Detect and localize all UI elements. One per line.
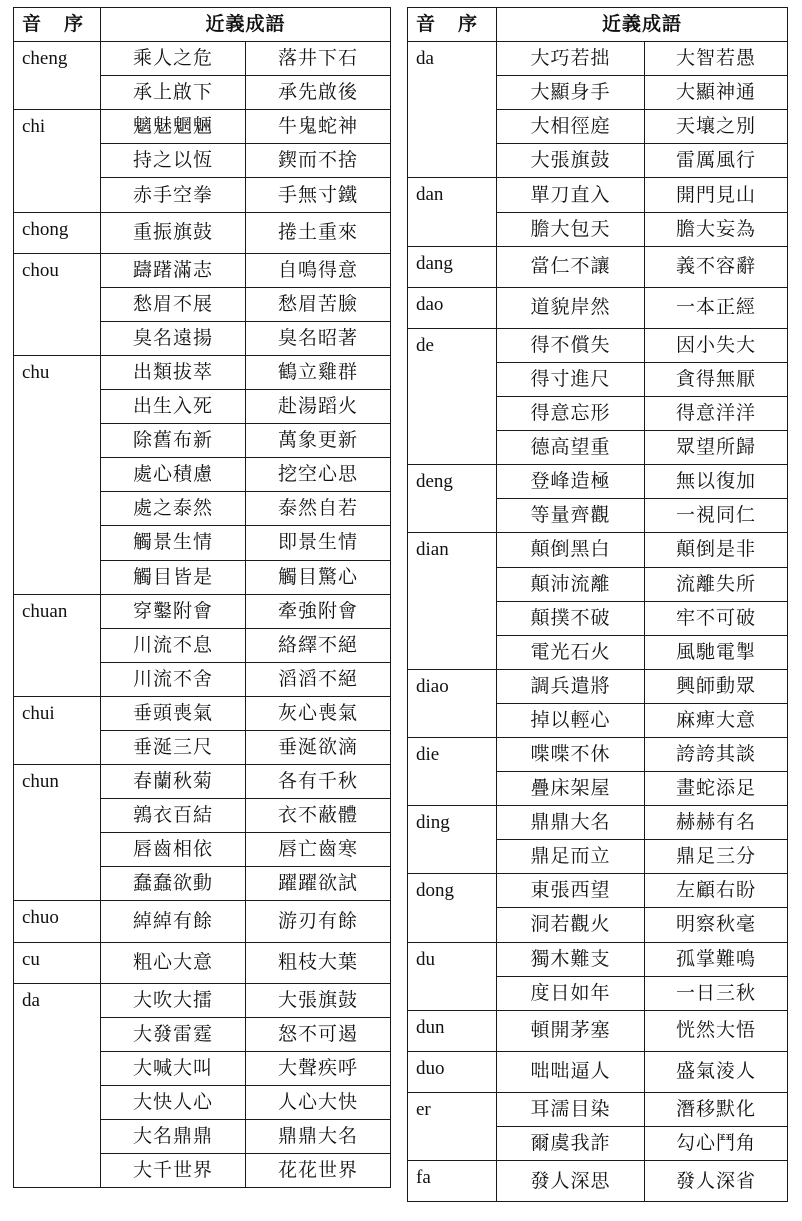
table-row <box>14 901 391 942</box>
table-row <box>14 355 391 389</box>
synonym-idiom-cell: 明察秋毫 <box>645 908 788 942</box>
synonym-idiom-cell: 膽大妄為 <box>645 212 788 246</box>
synonym-idiom-cell: 衣不蔽體 <box>246 799 391 833</box>
synonym-idiom-cell: 興師動眾 <box>645 669 788 703</box>
idiom-cell: 垂涎三尺 <box>101 730 246 764</box>
pinyin-cell: de <box>408 328 497 464</box>
idiom-cell: 大吹大擂 <box>101 983 246 1017</box>
idiom-cell: 發人深思 <box>497 1161 645 1202</box>
idiom-cell: 咄咄逼人 <box>497 1051 645 1092</box>
table-header-row <box>14 8 391 42</box>
table-row <box>408 942 788 976</box>
idiom-cell: 當仁不讓 <box>497 246 645 287</box>
synonym-idiom-cell: 各有千秋 <box>246 765 391 799</box>
idiom-cell: 承上啟下 <box>101 76 246 110</box>
table-row <box>14 253 391 287</box>
synonym-idiom-cell: 恍然大悟 <box>645 1010 788 1051</box>
synonym-idiom-cell: 一本正經 <box>645 287 788 328</box>
idiom-cell: 大千世界 <box>101 1154 246 1188</box>
synonym-idiom-cell: 鶴立雞群 <box>246 355 391 389</box>
pinyin-cell: chuan <box>14 594 101 696</box>
idiom-cell: 大名鼎鼎 <box>101 1120 246 1154</box>
idiom-cell: 蠢蠢欲動 <box>101 867 246 901</box>
table-row <box>408 178 788 212</box>
idiom-cell: 登峰造極 <box>497 465 645 499</box>
synonym-idiom-cell: 萬象更新 <box>246 424 391 458</box>
synonym-idiom-cell: 捲土重來 <box>246 212 391 253</box>
pinyin-cell: dan <box>408 178 497 246</box>
pinyin-cell: chi <box>14 110 101 212</box>
idiom-cell: 顛沛流離 <box>497 567 645 601</box>
synonym-idiom-cell: 畫蛇添足 <box>645 772 788 806</box>
synonym-idiom-cell: 鍥而不捨 <box>246 144 391 178</box>
synonym-idiom-cell: 顛倒是非 <box>645 533 788 567</box>
synonym-idiom-cell: 泰然自若 <box>246 492 391 526</box>
header-pinyin-order: 音 序 <box>408 8 497 42</box>
synonym-idiom-cell: 眾望所歸 <box>645 431 788 465</box>
idiom-cell: 持之以恆 <box>101 144 246 178</box>
synonym-idiom-cell: 鼎鼎大名 <box>246 1120 391 1154</box>
idiom-cell: 出生入死 <box>101 390 246 424</box>
synonym-idiom-cell: 麻痺大意 <box>645 703 788 737</box>
idiom-cell: 愁眉不展 <box>101 287 246 321</box>
idiom-cell: 得不償失 <box>497 328 645 362</box>
idiom-cell: 鶉衣百結 <box>101 799 246 833</box>
synonym-idiom-cell: 大顯神通 <box>645 76 788 110</box>
pinyin-cell: dun <box>408 1010 497 1051</box>
idiom-cell: 電光石火 <box>497 635 645 669</box>
synonym-idiom-cell: 大張旗鼓 <box>246 983 391 1017</box>
idiom-cell: 觸目皆是 <box>101 560 246 594</box>
idiom-cell: 鼎足而立 <box>497 840 645 874</box>
header-synonym-idioms: 近義成語 <box>101 8 391 42</box>
synonym-idiom-cell: 鼎足三分 <box>645 840 788 874</box>
idiom-cell: 道貌岸然 <box>497 287 645 328</box>
synonym-idiom-cell: 誇誇其談 <box>645 737 788 771</box>
table-row <box>408 42 788 76</box>
pinyin-cell: duo <box>408 1051 497 1092</box>
idiom-cell: 粗心大意 <box>101 942 246 983</box>
pinyin-cell: dao <box>408 287 497 328</box>
idiom-cell: 觸景生情 <box>101 526 246 560</box>
table-row <box>408 737 788 771</box>
idiom-cell: 鼎鼎大名 <box>497 806 645 840</box>
pinyin-cell: ding <box>408 806 497 874</box>
synonym-idiom-cell: 天壤之別 <box>645 110 788 144</box>
idiom-cell: 除舊布新 <box>101 424 246 458</box>
table-row <box>408 246 788 287</box>
synonym-idiom-cell: 手無寸鐵 <box>246 178 391 212</box>
table-row <box>408 669 788 703</box>
header-pinyin-order: 音 序 <box>14 8 101 42</box>
pinyin-cell: chou <box>14 253 101 355</box>
idiom-cell: 大巧若拙 <box>497 42 645 76</box>
table-row <box>408 1010 788 1051</box>
idiom-cell: 疊床架屋 <box>497 772 645 806</box>
synonym-idiom-cell: 唇亡齒寒 <box>246 833 391 867</box>
synonym-idiom-cell: 開門見山 <box>645 178 788 212</box>
idiom-cell: 大發雷霆 <box>101 1017 246 1051</box>
idiom-cell: 耳濡目染 <box>497 1092 645 1126</box>
synonym-idiom-cell: 得意洋洋 <box>645 397 788 431</box>
table-row <box>408 1092 788 1126</box>
idiom-cell: 東張西望 <box>497 874 645 908</box>
synonym-idiom-cell: 怒不可遏 <box>246 1017 391 1051</box>
pinyin-cell: chong <box>14 212 101 253</box>
synonym-idiom-cell: 臭名昭著 <box>246 321 391 355</box>
idiom-cell: 臭名遠揚 <box>101 321 246 355</box>
synonym-idiom-cell: 滔滔不絕 <box>246 662 391 696</box>
pinyin-cell: du <box>408 942 497 1010</box>
synonym-idiom-cell: 落井下石 <box>246 42 391 76</box>
pinyin-cell: chun <box>14 765 101 901</box>
idiom-cell: 等量齊觀 <box>497 499 645 533</box>
synonym-idiom-cell: 挖空心思 <box>246 458 391 492</box>
table-row <box>408 1161 788 1202</box>
table-row <box>14 983 391 1017</box>
table-row <box>408 465 788 499</box>
synonym-idiom-cell: 左顧右盼 <box>645 874 788 908</box>
table-row <box>14 942 391 983</box>
idiom-cell: 單刀直入 <box>497 178 645 212</box>
synonym-idiom-cell: 貪得無厭 <box>645 362 788 396</box>
table-row <box>14 594 391 628</box>
pinyin-cell: fa <box>408 1161 497 1202</box>
idiom-cell: 顛撲不破 <box>497 601 645 635</box>
synonym-idiom-cell: 無以復加 <box>645 465 788 499</box>
idiom-cell: 頓開茅塞 <box>497 1010 645 1051</box>
table-row <box>14 765 391 799</box>
idiom-cell: 處之泰然 <box>101 492 246 526</box>
pinyin-cell: die <box>408 737 497 805</box>
synonym-idiom-cell: 盛氣淩人 <box>645 1051 788 1092</box>
idiom-cell: 度日如年 <box>497 976 645 1010</box>
synonym-idiom-cell: 人心大快 <box>246 1085 391 1119</box>
synonym-idiom-cell: 絡繹不絕 <box>246 628 391 662</box>
synonym-idiom-cell: 發人深省 <box>645 1161 788 1202</box>
idiom-cell: 大快人心 <box>101 1085 246 1119</box>
table-row <box>408 874 788 908</box>
synonym-idiom-cell: 灰心喪氣 <box>246 696 391 730</box>
idiom-cell: 川流不舍 <box>101 662 246 696</box>
table-row <box>408 328 788 362</box>
pinyin-cell: cu <box>14 942 101 983</box>
pinyin-cell: chuo <box>14 901 101 942</box>
synonym-idiom-cell: 牢不可破 <box>645 601 788 635</box>
table-row <box>408 806 788 840</box>
synonym-idiom-cell: 自鳴得意 <box>246 253 391 287</box>
idiom-cell: 喋喋不休 <box>497 737 645 771</box>
pinyin-cell: diao <box>408 669 497 737</box>
synonym-idiom-cell: 即景生情 <box>246 526 391 560</box>
idiom-table-right <box>407 7 788 1202</box>
idiom-cell: 垂頭喪氣 <box>101 696 246 730</box>
table-row <box>14 42 391 76</box>
synonym-idiom-cell: 觸目驚心 <box>246 560 391 594</box>
idiom-cell: 大張旗鼓 <box>497 144 645 178</box>
synonym-idiom-cell: 雷厲風行 <box>645 144 788 178</box>
idiom-cell: 綽綽有餘 <box>101 901 246 942</box>
header-synonym-idioms: 近義成語 <box>497 8 788 42</box>
idiom-table-left <box>13 7 391 1188</box>
synonym-idiom-cell: 流離失所 <box>645 567 788 601</box>
pinyin-cell: dian <box>408 533 497 669</box>
synonym-idiom-cell: 花花世界 <box>246 1154 391 1188</box>
table-row <box>14 110 391 144</box>
pinyin-cell: da <box>14 983 101 1188</box>
idiom-cell: 掉以輕心 <box>497 703 645 737</box>
synonym-idiom-cell: 牛鬼蛇神 <box>246 110 391 144</box>
table-row <box>14 696 391 730</box>
idiom-cell: 乘人之危 <box>101 42 246 76</box>
synonym-idiom-cell: 躍躍欲試 <box>246 867 391 901</box>
synonym-idiom-cell: 義不容辭 <box>645 246 788 287</box>
synonym-idiom-cell: 大智若愚 <box>645 42 788 76</box>
idiom-cell: 大相徑庭 <box>497 110 645 144</box>
table-row <box>14 212 391 253</box>
idiom-cell: 德高望重 <box>497 431 645 465</box>
pinyin-cell: deng <box>408 465 497 533</box>
pinyin-cell: dang <box>408 246 497 287</box>
idiom-cell: 得寸進尺 <box>497 362 645 396</box>
synonym-idiom-cell: 因小失大 <box>645 328 788 362</box>
idiom-cell: 川流不息 <box>101 628 246 662</box>
pinyin-cell: chu <box>14 355 101 594</box>
idiom-cell: 調兵遣將 <box>497 669 645 703</box>
idiom-cell: 獨木難支 <box>497 942 645 976</box>
synonym-idiom-cell: 赴湯蹈火 <box>246 390 391 424</box>
synonym-idiom-cell: 粗枝大葉 <box>246 942 391 983</box>
synonym-idiom-cell: 游刃有餘 <box>246 901 391 942</box>
idiom-cell: 爾虞我詐 <box>497 1127 645 1161</box>
idiom-cell: 顛倒黑白 <box>497 533 645 567</box>
idiom-cell: 赤手空拳 <box>101 178 246 212</box>
synonym-idiom-cell: 勾心鬥角 <box>645 1127 788 1161</box>
idiom-cell: 洞若觀火 <box>497 908 645 942</box>
synonym-idiom-cell: 一視同仁 <box>645 499 788 533</box>
synonym-idiom-cell: 愁眉苦臉 <box>246 287 391 321</box>
idiom-cell: 重振旗鼓 <box>101 212 246 253</box>
pinyin-cell: da <box>408 42 497 178</box>
table-row <box>408 287 788 328</box>
idiom-cell: 躊躇滿志 <box>101 253 246 287</box>
pinyin-cell: dong <box>408 874 497 942</box>
synonym-idiom-cell: 垂涎欲滴 <box>246 730 391 764</box>
synonym-idiom-cell: 赫赫有名 <box>645 806 788 840</box>
idiom-cell: 春蘭秋菊 <box>101 765 246 799</box>
idiom-cell: 魑魅魍魎 <box>101 110 246 144</box>
pinyin-cell: er <box>408 1092 497 1160</box>
pinyin-cell: chui <box>14 696 101 764</box>
idiom-cell: 大喊大叫 <box>101 1051 246 1085</box>
synonym-idiom-cell: 大聲疾呼 <box>246 1051 391 1085</box>
table-row <box>408 1051 788 1092</box>
synonym-idiom-cell: 潛移默化 <box>645 1092 788 1126</box>
idiom-cell: 出類拔萃 <box>101 355 246 389</box>
idiom-cell: 處心積慮 <box>101 458 246 492</box>
synonym-idiom-cell: 牽強附會 <box>246 594 391 628</box>
idiom-cell: 唇齒相依 <box>101 833 246 867</box>
idiom-cell: 得意忘形 <box>497 397 645 431</box>
pinyin-cell: cheng <box>14 42 101 110</box>
synonym-idiom-cell: 風馳電掣 <box>645 635 788 669</box>
synonym-idiom-cell: 一日三秋 <box>645 976 788 1010</box>
idiom-cell: 穿鑿附會 <box>101 594 246 628</box>
synonym-idiom-cell: 承先啟後 <box>246 76 391 110</box>
table-header-row <box>408 8 788 42</box>
synonym-idiom-cell: 孤掌難鳴 <box>645 942 788 976</box>
idiom-cell: 膽大包天 <box>497 212 645 246</box>
table-row <box>408 533 788 567</box>
idiom-cell: 大顯身手 <box>497 76 645 110</box>
